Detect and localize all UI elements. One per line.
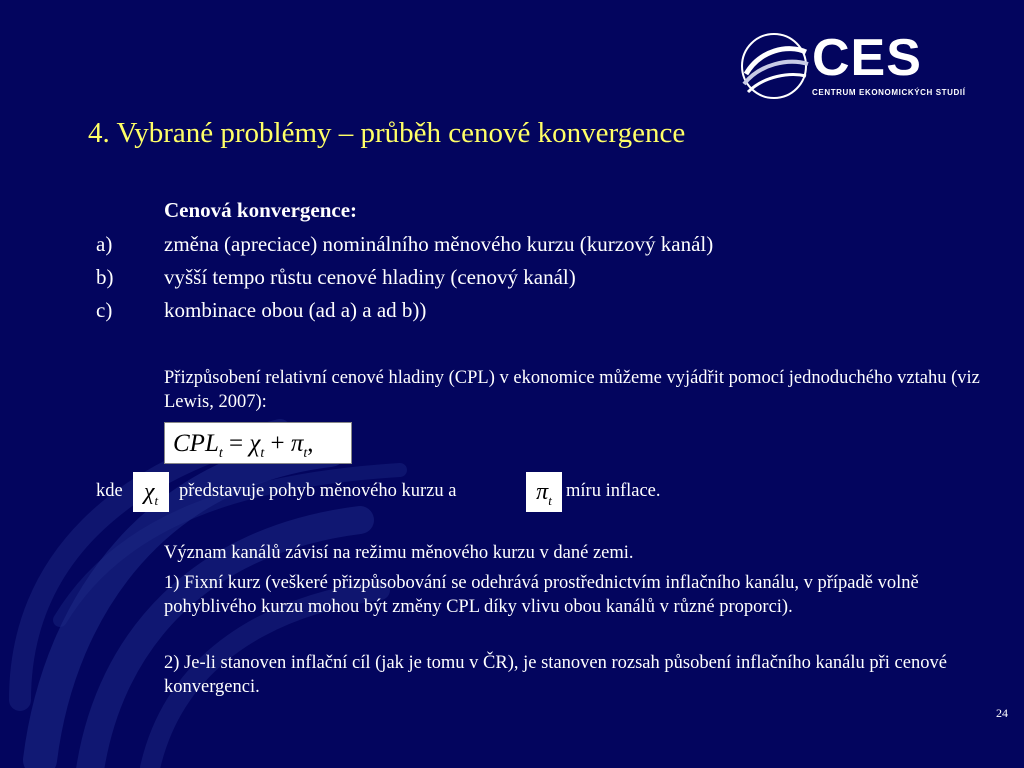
pi-symbol-sub: t xyxy=(548,492,552,508)
chi-symbol-sub: t xyxy=(154,492,159,508)
formula-chi: χ xyxy=(249,430,261,457)
formula-comma: , xyxy=(307,430,314,457)
formula-lhs-sub: t xyxy=(218,446,223,461)
formula-equals: = xyxy=(229,430,244,457)
page-number: 24 xyxy=(996,706,1008,720)
paragraph-inflation-target: 2) Je-li stanoven inflační cíl (jak je tomu v ČR), je stanoven rozsah působení inflačního kanálu při cenové konvergenci. xyxy=(164,653,947,697)
list-item-text: vyšší tempo růstu cenové hladiny (cenový kanál) xyxy=(164,265,576,289)
list-item xyxy=(96,232,713,257)
list-item-text: kombinace obou (ad a) a ad b)) xyxy=(164,298,427,322)
kde-line xyxy=(96,481,123,502)
list-marker: c) xyxy=(96,298,113,322)
list-marker: b) xyxy=(96,265,114,289)
formula-plus: + xyxy=(270,430,285,457)
kde-suffix-text: míru inflace. xyxy=(566,481,661,501)
kde-prefix: kde xyxy=(96,481,123,501)
pi-symbol-box xyxy=(526,472,562,512)
chi-symbol-box xyxy=(133,472,169,512)
cpl-formula xyxy=(164,422,352,464)
list-marker: a) xyxy=(96,232,113,256)
section-heading: Cenová konvergence: xyxy=(164,198,358,222)
kde-middle-text: představuje pohyb měnového kurzu a xyxy=(179,481,457,501)
logo-wordmark: CES xyxy=(812,29,922,87)
intro-paragraph: Přizpůsobení relativní cenové hladiny (CPL) v ekonomice můžeme vyjádřit pomocí jednoduchého vztahu (viz Lewis, 2007): xyxy=(164,368,980,412)
paragraph-regime: Význam kanálů závisí na režimu měnového kurzu v dané zemi. xyxy=(164,543,634,563)
formula-lhs: CPL xyxy=(173,430,219,457)
pi-symbol: π xyxy=(536,479,549,505)
formula-pi-sub: t xyxy=(303,446,308,461)
list-item-text: změna (apreciace) nominálního měnového kurzu (kurzový kanál) xyxy=(164,232,714,256)
logo-subtitle: CENTRUM EKONOMICKÝCH STUDIÍ xyxy=(812,88,966,97)
chi-symbol: χ xyxy=(143,479,155,505)
formula-pi: π xyxy=(290,430,304,457)
paragraph-fixed-rate: 1) Fixní kurz (veškeré přizpůsobování se odehrává prostřednictvím inflačního kanálu, v případě volně pohyblivého kurzu mohou být změny CPL díky vlivu obou kanálů v různé proporci). xyxy=(164,573,919,617)
formula-chi-sub: t xyxy=(260,446,265,461)
list-item xyxy=(96,298,426,323)
list-item xyxy=(96,265,576,290)
slide-title: 4. Vybrané problémy – průběh cenové konvergence xyxy=(88,117,686,149)
